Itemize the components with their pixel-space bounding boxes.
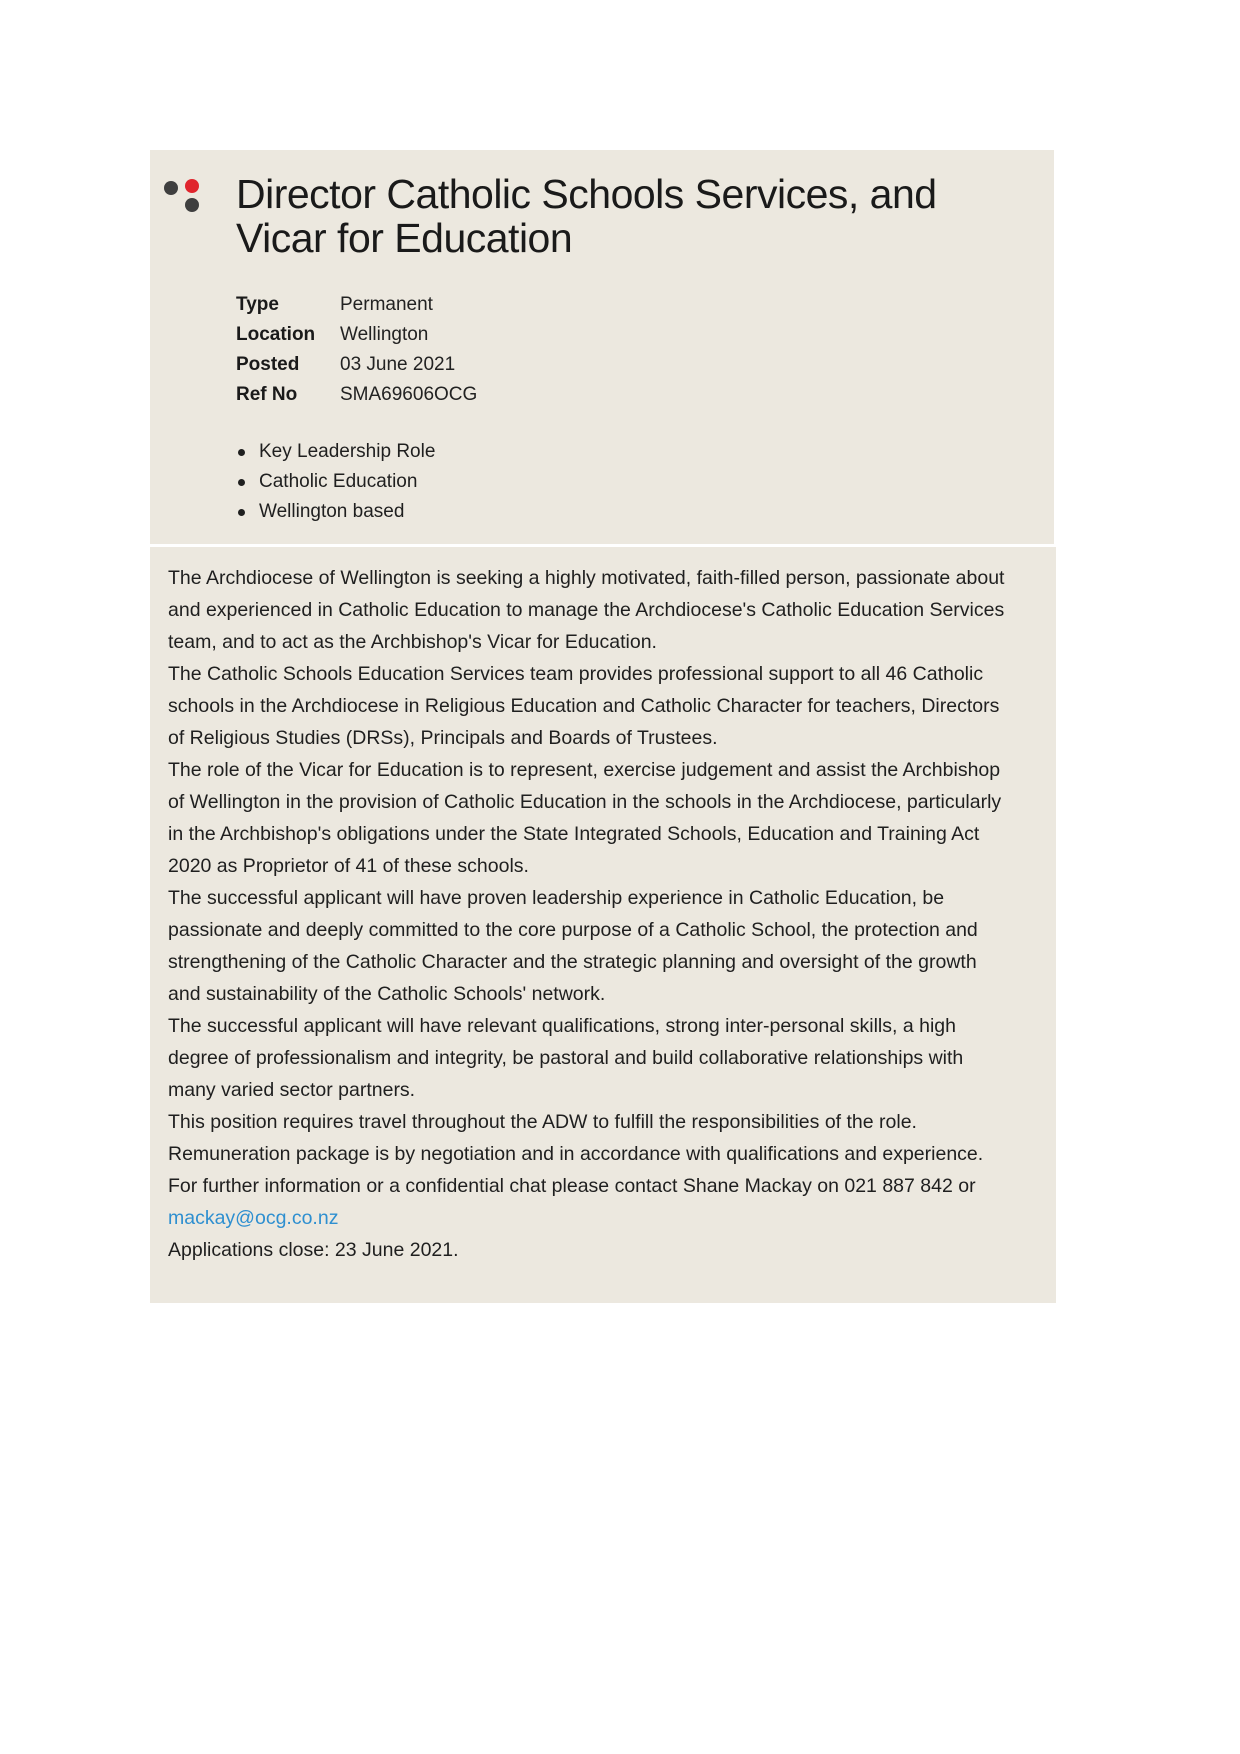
contact-email-link[interactable]: mackay@ocg.co.nz: [168, 1207, 339, 1229]
job-description: [168, 562, 1008, 1266]
bullet-icon: [238, 449, 245, 456]
detail-label: Posted: [236, 354, 300, 375]
highlight-text: Key Leadership Role: [259, 441, 436, 462]
detail-label: Ref No: [236, 384, 298, 405]
logo-dot-red: [185, 179, 199, 193]
highlight-text: Wellington based: [259, 501, 405, 522]
detail-value: Permanent: [340, 294, 433, 315]
description-paragraph: The successful applicant will have proven leadership experience in Catholic Education, be passionate and deeply committed to the core purpose of a Catholic School, the protection and strengthening of the Catholic Character and the strategic planning and oversight of the growth and sustainability of the Catholic Schools' network.: [168, 887, 978, 1005]
logo-dot-dark: [164, 181, 178, 195]
contact-paragraph: [168, 1170, 1008, 1234]
detail-value: 03 June 2021: [340, 354, 456, 375]
list-item: [236, 497, 435, 527]
job-title: Director Catholic Schools Services, and Vicar for Education: [236, 171, 937, 261]
detail-label: Type: [236, 294, 279, 315]
description-paragraph: This position requires travel throughout the ADW to fulfill the responsibilities of the role.: [168, 1111, 917, 1133]
job-details: [236, 290, 477, 410]
list-item: [236, 437, 435, 467]
bullet-icon: [238, 479, 245, 486]
detail-row-type: [236, 290, 477, 320]
detail-row-ref-no: [236, 380, 477, 410]
highlight-text: Catholic Education: [259, 471, 418, 492]
detail-value: SMA69606OCG: [340, 384, 478, 405]
description-paragraph: The Catholic Schools Education Services team provides professional support to all 46 Catholic schools in the Archdiocese in Religious Education and Catholic Character for teachers, Directors of Religious Studies (DRSs), Principals and Boards of Trustees.: [168, 663, 1000, 749]
description-paragraph: Remuneration package is by negotiation and in accordance with qualifications and experience.: [168, 1143, 984, 1165]
contact-text: For further information or a confidential chat please contact Shane Mackay on 021 887 842 or: [168, 1175, 976, 1197]
logo-dot-dark: [185, 198, 199, 212]
description-paragraph: The Archdiocese of Wellington is seeking a highly motivated, faith-filled person, passionate about and experienced in Catholic Education to manage the Archdiocese's Catholic Education Services team, and to act as the Archbishop's Vicar for Education.: [168, 567, 1005, 653]
description-paragraph: The successful applicant will have relevant qualifications, strong inter-personal skills, a high degree of professionalism and integrity, be pastoral and build collaborative relationships with many varied sector partners.: [168, 1015, 964, 1101]
detail-row-posted: [236, 350, 477, 380]
list-item: [236, 467, 435, 497]
company-logo-icon: [163, 178, 203, 218]
description-paragraph: The role of the Vicar for Education is to represent, exercise judgement and assist the Archbishop of Wellington in the provision of Catholic Education in the schools in the Archdiocese, particularly in the Archbishop's obligations under the State Integrated Schools, Education and Training Act 2020 as Proprietor of 41 of these schools.: [168, 759, 1002, 877]
detail-row-location: [236, 320, 477, 350]
detail-value: Wellington: [340, 324, 429, 345]
job-highlights-list: [236, 437, 435, 527]
bullet-icon: [238, 509, 245, 516]
detail-label: Location: [236, 324, 316, 345]
applications-close-text: Applications close: 23 June 2021.: [168, 1239, 459, 1261]
